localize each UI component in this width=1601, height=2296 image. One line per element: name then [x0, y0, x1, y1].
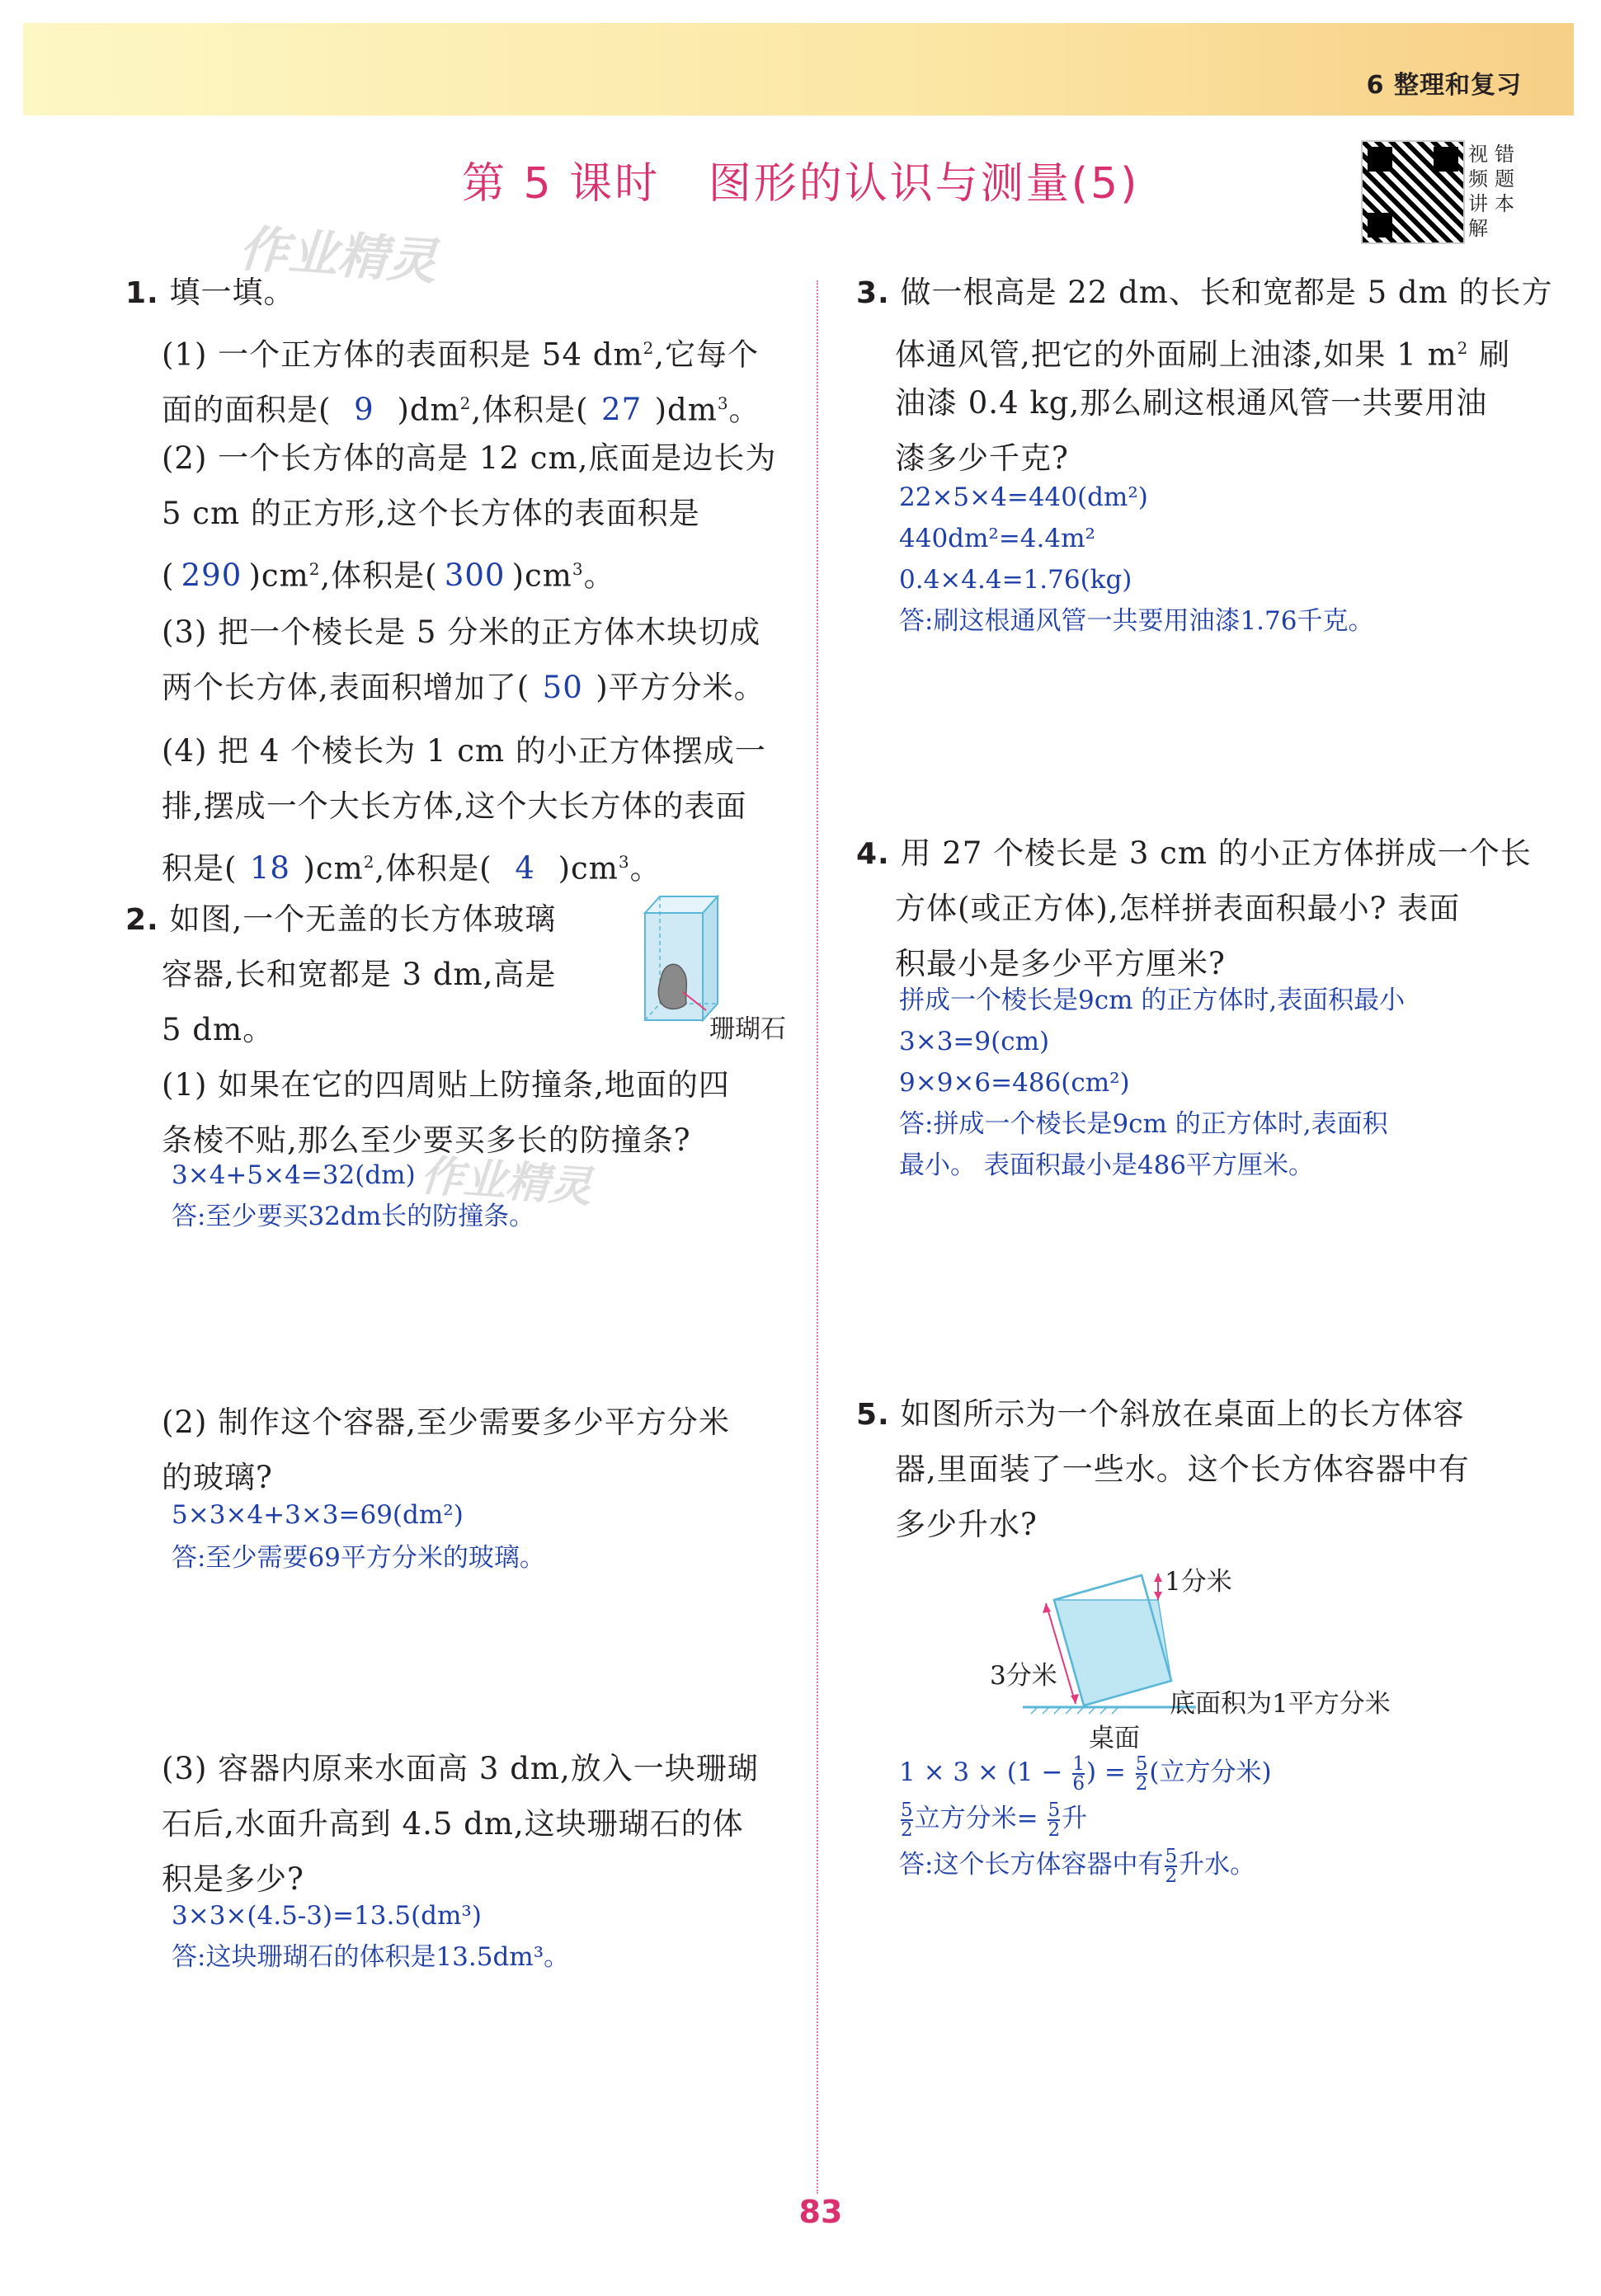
- qr-label-video: 视频讲解: [1468, 143, 1488, 240]
- header-band: [23, 23, 1574, 115]
- q2-part3-line3: 积是多少?: [162, 1861, 304, 1897]
- q3-work-2: 440dm²=4.4m²: [899, 524, 1095, 553]
- q1-stem: [125, 266, 295, 321]
- chapter-label: 6 整理和复习: [1366, 71, 1522, 100]
- lesson-title: [462, 148, 1204, 210]
- q3-line3: 油漆 0.4 kg,那么刷这根通风管一共要用油: [895, 385, 1488, 421]
- column-divider: [817, 280, 818, 2194]
- q2-part2-line2: 的玻璃?: [162, 1460, 273, 1495]
- q1-part4-line1: (4) 把 4 个棱长为 1 cm 的小正方体摆成一: [162, 733, 766, 769]
- q1-part3-line1: (3) 把一个棱长是 5 分米的正方体木块切成: [162, 614, 761, 650]
- fig-label-1dm: 1分米: [1165, 1567, 1232, 1597]
- qr-code-icon[interactable]: [1361, 140, 1465, 244]
- fraction-5-2: $\frac{5}{2}$: [1135, 1753, 1148, 1795]
- q5-line2: 器,里面装了一些水。这个长方体容器中有: [895, 1451, 1470, 1487]
- watermark: 作业精灵: [418, 1150, 594, 1213]
- q2-part3-line1: (3) 容器内原来水面高 3 dm,放入一块珊瑚: [162, 1751, 759, 1786]
- q3-line1: 3. 做一根高是 22 dm、长和宽都是 5 dm 的长方: [856, 275, 1553, 310]
- q4-answer-line2: 最小。 表面积最小是486平方厘米。: [899, 1150, 1315, 1180]
- q5-answer: 答:这个长方体容器中有 $\frac{5}{2}$ 升水。: [899, 1845, 1256, 1887]
- lesson-topic: 图形的认识与测量(5): [708, 159, 1140, 209]
- q1-part2-line2: 5 cm 的正方形,这个长方体的表面积是: [162, 496, 700, 531]
- fraction-5-2: $\frac{5}{2}$: [1048, 1799, 1061, 1841]
- q1-number: 1.: [125, 276, 159, 310]
- fig-label-3dm: 3分米: [990, 1661, 1057, 1691]
- q2-work-1: 3×4+5×4=32(dm): [172, 1160, 416, 1190]
- q1-answer-4: 300: [444, 558, 506, 594]
- q2-answer-2: 答:至少需要69平方分米的玻璃。: [172, 1543, 545, 1573]
- q2-stem-line3: 5 dm。: [162, 1012, 275, 1047]
- q1-part1-line2: 面的面积是( 9 )$dm^2$,体积是( 27 )$dm^3$。: [162, 376, 760, 437]
- q1-part2-line3: ( 290 )$cm^2$,体积是( 300 )$cm^3$。: [162, 542, 615, 603]
- q1-answer-7: 4: [515, 850, 535, 887]
- q1-answer-3: 290: [181, 558, 243, 594]
- q1-part4-line2: 排,摆成一个大长方体,这个大长方体的表面: [162, 788, 747, 824]
- q4-number: 4.: [856, 837, 890, 871]
- q2-work-2: 5×3×4+3×3=69(dm²): [172, 1500, 464, 1530]
- q3-number: 3.: [856, 276, 890, 310]
- q1-answer-1: 9: [354, 392, 374, 428]
- q4-work-1: 拼成一个棱长是9cm 的正方体时,表面积最小: [899, 986, 1406, 1015]
- q5-work-1: 1 × 3 × (1 − $\frac{1}{6}$ ) = $\frac{5}{2}$ (立方分米): [899, 1753, 1272, 1795]
- q4-work-3: 9×9×6=486(cm²): [899, 1068, 1130, 1098]
- fraction-5-2: $\frac{5}{2}$: [901, 1799, 913, 1841]
- q5-work-2: $\frac{5}{2}$ 立方分米= $\frac{5}{2}$ 升: [901, 1799, 1088, 1841]
- q2-stem-line2: 容器,长和宽都是 3 dm,高是: [162, 957, 557, 992]
- q4-work-2: 3×3=9(cm): [899, 1027, 1050, 1056]
- q4-answer-line1: 答:拼成一个棱长是9cm 的正方体时,表面积: [899, 1109, 1388, 1139]
- q1-stem-text: 填一填。: [169, 275, 295, 310]
- q2-work-3: 3×3×(4.5-3)=13.5(dm³): [172, 1901, 482, 1931]
- fig-label-base-area: 底面积为1平方分米: [1170, 1689, 1391, 1719]
- q3-line2: 体通风管,把它的外面刷上油漆,如果 1 $m^2$ 刷: [895, 336, 1511, 373]
- q4-line3: 积最小是多少平方厘米?: [895, 946, 1226, 981]
- q2-part3-line2: 石后,水面升高到 4.5 dm,这块珊瑚石的体: [162, 1806, 744, 1842]
- q2-stem-line1: 2. 如图,一个无盖的长方体玻璃: [125, 901, 557, 937]
- q1-part4-line3: 积是( 18 )$cm^2$,体积是( 4 )$cm^3$。: [162, 835, 662, 896]
- qr-label-mistakes: 错题本: [1495, 143, 1514, 215]
- q2-part2-line1: (2) 制作这个容器,至少需要多少平方分米: [162, 1404, 730, 1440]
- q2-part1-line2: 条棱不贴,那么至少要买多长的防撞条?: [162, 1122, 691, 1158]
- q2-answer-1: 答:至少要买32dm长的防撞条。: [172, 1202, 535, 1231]
- q1-answer-6: 18: [249, 850, 290, 887]
- q2-part1-line1: (1) 如果在它的四周贴上防撞条,地面的四: [162, 1067, 730, 1103]
- coral-label: 珊瑚石: [709, 1014, 786, 1044]
- q1-answer-5: 50: [542, 670, 583, 705]
- q5-number: 5.: [856, 1398, 890, 1432]
- q3-work-1: 22×5×4=440(dm²): [899, 482, 1148, 512]
- q4-line1: 4. 用 27 个棱长是 3 cm 的小正方体拼成一个长: [856, 835, 1532, 871]
- q1-part1-line1: (1) 一个正方体的表面积是 54 $dm^2$,它每个: [162, 336, 760, 373]
- watermark: 作业精灵: [237, 219, 439, 292]
- q1-part3-line2: 两个长方体,表面积增加了( 50 )平方分米。: [162, 661, 765, 715]
- q4-line2: 方体(或正方体),怎样拼表面积最小? 表面: [895, 891, 1461, 926]
- fig-label-desk: 桌面: [1089, 1724, 1140, 1753]
- q5-line1: 5. 如图所示为一个斜放在桌面上的长方体容: [856, 1396, 1465, 1432]
- page-number: 83: [798, 2194, 843, 2230]
- fraction-1-6: $\frac{1}{6}$: [1072, 1753, 1085, 1795]
- q1-answer-2: 27: [601, 392, 643, 428]
- q3-answer: 答:刷这根通风管一共要用油漆1.76千克。: [899, 606, 1374, 636]
- fraction-5-2: $\frac{5}{2}$: [1165, 1845, 1178, 1887]
- lesson-number: 第 5 课时: [462, 159, 661, 209]
- q2-answer-3: 答:这块珊瑚石的体积是13.5dm³。: [172, 1942, 570, 1972]
- q3-work-3: 0.4×4.4=1.76(kg): [899, 565, 1132, 595]
- q5-line3: 多少升水?: [895, 1507, 1038, 1542]
- q1-part2-line1: (2) 一个长方体的高是 12 cm,底面是边长为: [162, 440, 777, 476]
- q2-number: 2.: [125, 903, 159, 937]
- q3-line4: 漆多少千克?: [895, 440, 1069, 476]
